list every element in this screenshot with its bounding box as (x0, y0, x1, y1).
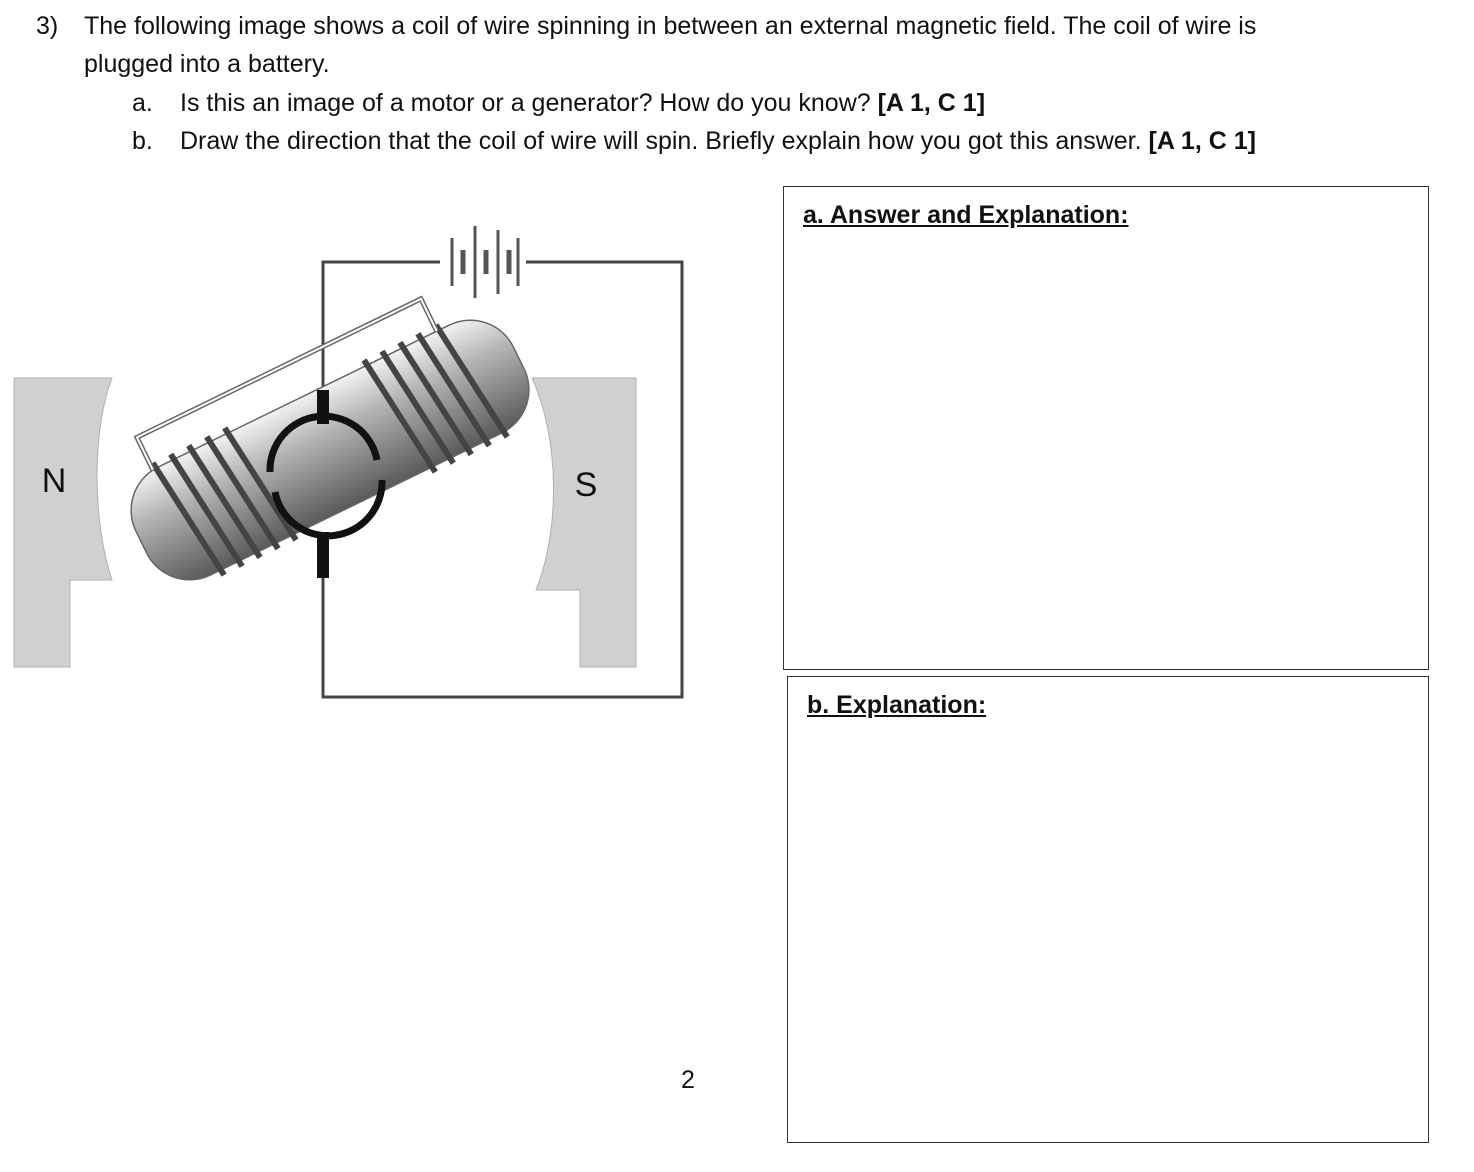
question-stem-line1: The following image shows a coil of wire spinning in between an external magnetic field. The coil of wire is (84, 12, 1257, 40)
south-pole-label: S (574, 466, 598, 504)
part-b-text: Draw the direction that the coil of wire will spin. Briefly explain how you got this answer. (180, 127, 1149, 155)
part-a-marks: [A 1, C 1] (877, 89, 986, 117)
armature-drum (115, 304, 545, 596)
part-b-label: b. (132, 127, 153, 155)
answer-box-a-title: a. Answer and Explanation: (803, 201, 1129, 229)
page-number: 2 (681, 1066, 695, 1094)
battery-icon (440, 226, 526, 298)
answer-box-b-title: b. Explanation: (807, 691, 987, 719)
part-b-marks: [A 1, C 1] (1148, 127, 1256, 155)
answer-box-a[interactable] (783, 186, 1429, 670)
part-a-text: Is this an image of a motor or a generator? How do you know? (180, 89, 878, 117)
part-a-question (180, 87, 985, 119)
north-pole-label: N (41, 462, 67, 500)
south-magnet-pole (532, 378, 636, 667)
motor-diagram (0, 180, 720, 720)
answer-box-b[interactable] (787, 676, 1429, 1143)
north-magnet-pole (14, 378, 112, 667)
brush-top (317, 390, 329, 424)
question-stem-line2: plugged into a battery. (84, 50, 330, 78)
part-a-label: a. (132, 89, 153, 117)
part-b-question (180, 125, 1256, 157)
brush-bottom (317, 532, 329, 578)
question-number: 3) (36, 12, 59, 40)
